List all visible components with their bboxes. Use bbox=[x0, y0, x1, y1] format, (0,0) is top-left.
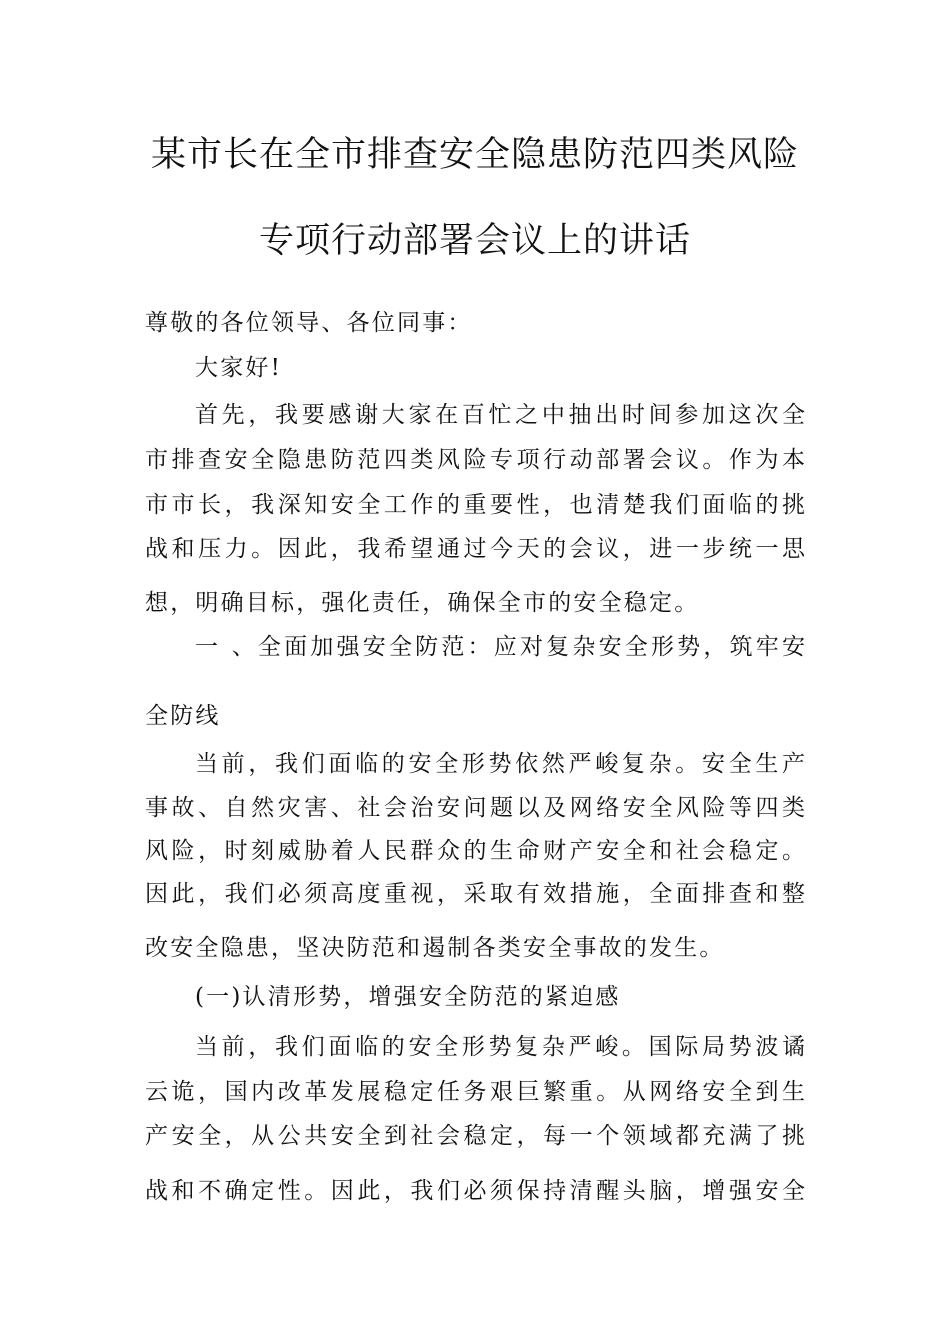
p2-line-3: 风险，时刻威胁着人民群众的生命财产安全和社会稳定。 bbox=[145, 838, 805, 864]
greeting: 尊敬的各位领导、各位同事： bbox=[145, 310, 473, 336]
section-heading-1-line-1: 一 、全面加强安全防范：应对复杂安全形势，筑牢安 bbox=[195, 634, 805, 660]
p1-line-5: 想，明确目标，强化责任，确保全市的安全稳定。 bbox=[145, 590, 700, 616]
p3-line-4: 战和不确定性。因此，我们必须保持清醒头脑，增强安全 bbox=[145, 1178, 805, 1204]
p2-line-2: 事故、自然灾害、社会治安问题以及网络安全风险等四类 bbox=[145, 795, 805, 821]
hello: 大家好! bbox=[195, 355, 283, 381]
p2-line-1: 当前，我们面临的安全形势依然严峻复杂。安全生产 bbox=[195, 751, 805, 777]
title-line-1: 某市长在全市排查安全隐患防范四类风险 bbox=[150, 135, 799, 175]
p3-line-1: 当前，我们面临的安全形势复杂严峻。国际局势波谲 bbox=[195, 1034, 805, 1060]
p2-line-5: 改安全隐患，坚决防范和遏制各类安全事故的发生。 bbox=[145, 935, 725, 961]
p1-line-2: 市排查安全隐患防范四类风险专项行动部署会议。作为本 bbox=[145, 447, 805, 473]
p1-line-3: 市市长，我深知安全工作的重要性，也清楚我们面临的挑 bbox=[145, 492, 805, 518]
p3-line-2: 云诡，国内改革发展稳定任务艰巨繁重。从网络安全到生 bbox=[145, 1079, 805, 1105]
subheading-1: (一)认清形势，增强安全防范的紧迫感 bbox=[195, 984, 621, 1010]
section-heading-1-line-2: 全防线 bbox=[145, 703, 221, 729]
p3-line-3: 产安全，从公共安全到社会稳定，每一个领域都充满了挑 bbox=[145, 1123, 805, 1149]
p1-line-4: 战和压力。因此，我希望通过今天的会议，进一步统一思 bbox=[145, 536, 805, 562]
p2-line-4: 因此，我们必须高度重视，采取有效措施，全面排查和整 bbox=[145, 881, 805, 907]
title-line-2: 专项行动部署会议上的讲话 bbox=[258, 221, 691, 261]
p1-line-1: 首先，我要感谢大家在百忙之中抽出时间参加这次全 bbox=[195, 402, 805, 428]
